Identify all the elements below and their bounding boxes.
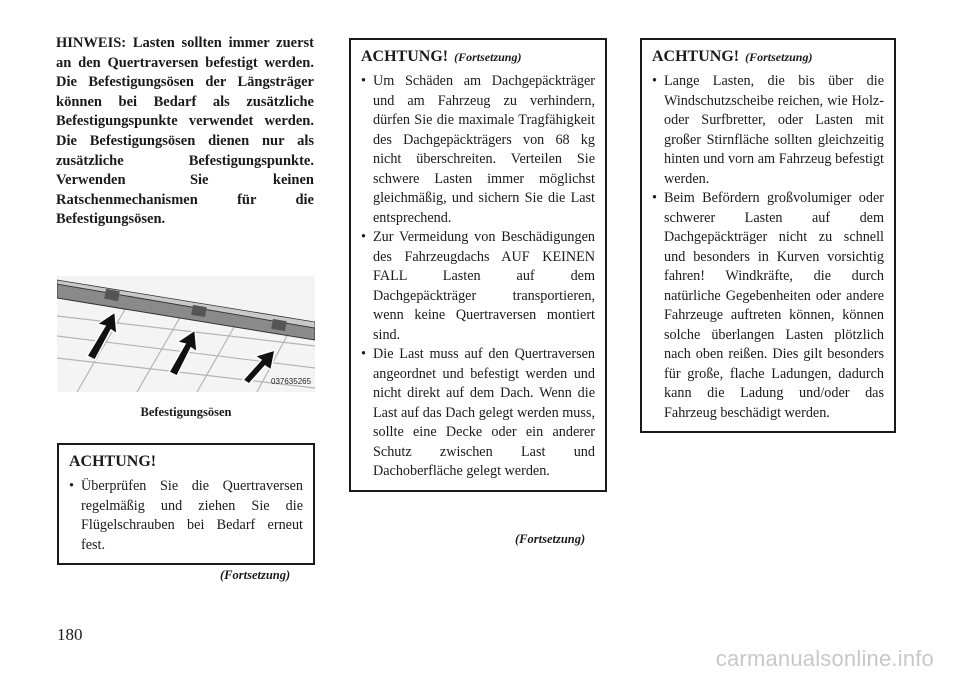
figure-caption: Befestigungsösen [140,405,232,419]
warning-subtitle: (Fortsetzung) [454,50,522,64]
list-item: • Zur Vermeidung von Beschädigungen des Fahrzeugdachs AUF KEINEN FALL Lasten auf dem Dachgepäckträger transportieren, wenn keine Quertraversen montiert sind. [361,229,595,343]
right-column [640,38,896,433]
warning-title: ACHTUNG! [69,453,157,470]
bullet-icon: • [652,73,657,89]
continued-label: (Fortsetzung) [515,532,586,546]
bullet-icon: • [652,190,657,206]
bullet-icon: • [361,229,366,245]
warning-box [57,443,315,565]
list-item: • Lange Lasten, die bis über die Windschutzscheibe reichen, wie Holz- oder Surfbretter, oder Lasten mit großer Stirnfläche sollten gleichzeitig hinten und vorn am Fahrzeug befestigt werden. [652,73,884,187]
note-text: HINWEIS: Lasten sollten immer zuerst an den Quertraversen befestigt werden. Die Befestigungsösen der Längsträger können bei Bedarf als zusätzliche Befestigungspunkte verwendet werden. Die Befestigungsösen dienen nur als zusätzliche Befestigungspunkte. Verwenden Sie keinen Ratschenmechanismen für die Befestigungsösen. [56,35,314,228]
watermark: carmanualsonline.info [715,646,934,671]
list-item: • Beim Befördern großvolumiger oder schwerer Lasten auf dem Dachgepäckträger nicht zu schnell und besonders in Kurven vorsichtig fahren! Windkräfte, die durch natürliche Gegebenheiten oder andere Fahrzeuge auftreten können, können solche überlangen Lasten plötzlich nach oben reißen. Dies gilt besonders für große, flache Ladungen, dadurch kann die Ladung und/oder das Fahrzeug beschädigt werden. [652,190,884,421]
bullet-icon: • [361,346,366,362]
bullet-icon: • [361,73,366,89]
warning-title: ACHTUNG! (Fortsetzung) [361,48,522,65]
left-column [56,34,314,230]
list-item: • Um Schäden am Dachgepäckträger und am Fahrzeug zu verhindern, dürfen Sie die maximale Tragfähigkeit des Dachgepäckträgers von 68 kg nicht überschreiten. Verteilen Sie schwere Lasten immer möglichst gleichmäßig, und sichern Sie die Last entsprechend. [361,73,595,226]
warning-title: ACHTUNG! (Fortsetzung) [652,48,813,65]
warning-subtitle: (Fortsetzung) [745,50,813,64]
warning-list [652,72,884,423]
list-item: • Überprüfen Sie die Quertraversen regelmäßig und ziehen Sie die Flügelschrauben bei Bedarf erneut fest. [69,478,303,553]
figure-code: 037635265 [271,377,312,386]
list-item: • Die Last muss auf den Quertraversen angeordnet und befestigt werden und nicht direkt auf dem Dach. Wenn die Last auf das Dach gelegt werden muss, sollte eine Decke oder ein anderer Schutz zwischen Last und Dachoberfläche gelegt werden. [361,346,595,479]
bullet-icon: • [69,478,74,494]
warning-list [69,477,303,555]
middle-column [349,38,607,492]
continued-label: (Fortsetzung) [220,568,291,582]
warning-box [640,38,896,433]
tie-down-figure [57,276,315,392]
warning-box [349,38,607,492]
warning-list [361,72,595,482]
page-number: 180 [57,625,83,644]
roof-rack-illustration [57,276,315,392]
